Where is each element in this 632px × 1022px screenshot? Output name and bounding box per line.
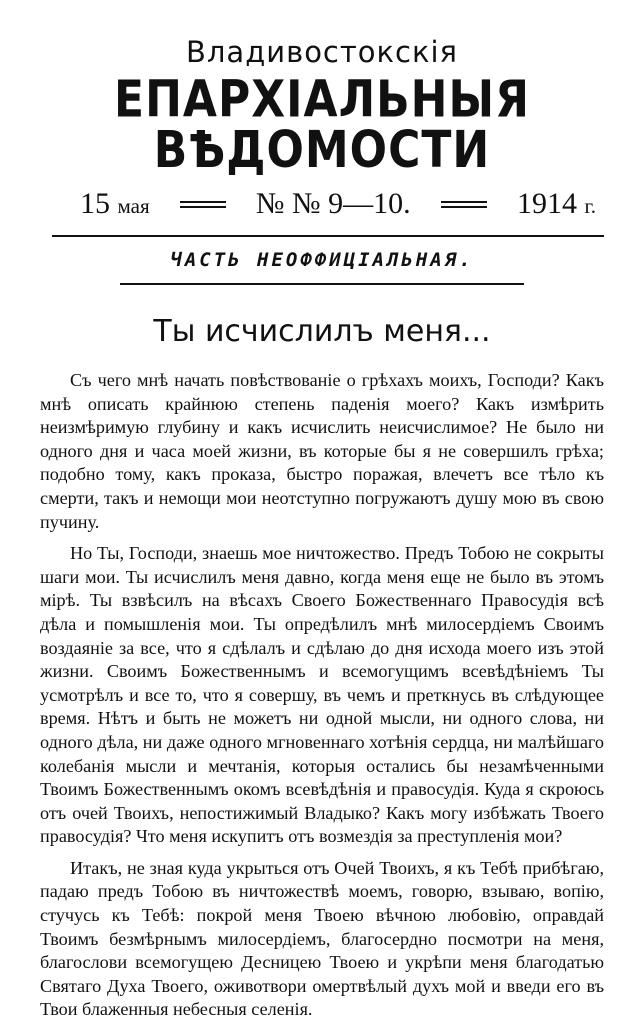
issue-sign: № № [255, 187, 321, 220]
issue-numbers: 9—10. [328, 187, 411, 220]
dateline-date [80, 189, 150, 219]
dateline [80, 189, 596, 219]
masthead-title: ЕПАРХІАЛЬНЫЯ ВѢДОМОСТИ [114, 70, 530, 180]
date-month: мая [117, 194, 150, 218]
masthead-subtitle: Владивостокскія [186, 35, 458, 69]
header-rule [52, 235, 604, 237]
article-paragraph: Итакъ, не зная куда укрыться отъ Очей Твоихъ, я къ Тебѣ прибѣгаю, падаю предъ Тобою въ ничтожествѣ моемъ, говорю, взываю, вопію, стучусь къ Тебѣ: покрой меня Твоею вѣчною любовію, оправдай Твоимъ безмѣрнымъ милосердіемъ, благосердно посмотри на меня, благослови всемогущею Десницею Твоею и укрѣпи меня благодатью Святаго Духа Твоего, оживотвори омертвѣлый духъ мой и введи его въ Твои блаженныя небесныя селенія. [40, 857, 604, 1020]
article-title: Ты исчислилъ меня... [153, 314, 491, 349]
dateline-year [517, 189, 596, 219]
date-day: 15 [80, 187, 110, 220]
year: 1914 [516, 187, 577, 220]
section-rule [120, 283, 524, 285]
year-suffix: г. [584, 194, 596, 218]
article-paragraph: Съ чего мнѣ начать повѣствованіе о грѣхахъ моихъ, Господи? Какъ мнѣ описать крайнюю степень паденія моего? Какъ измѣрить неизмѣримую глубину и какъ исчислить неисчислимое? Не было ни одного дня и часа моей жизни, въ которые бы я не совершилъ грѣха; подобно тому, какъ проказа, быстро поражая, влечетъ все тѣло къ смерти, такъ и немощи мои неотступно погружаютъ душу мою въ свою пучину. [40, 370, 604, 532]
section-heading: ЧАСТЬ НЕОФФИЦІАЛЬНАЯ. [170, 249, 474, 271]
article-body [40, 369, 604, 1022]
double-rule-divider [441, 201, 487, 208]
dateline-issue [256, 189, 411, 219]
double-rule-divider [180, 201, 226, 208]
article-paragraph: Но Ты, Господи, знаешь мое ничтожество. Предъ Тобою не сокрыты шаги мои. Ты исчислилъ меня давно, когда меня еще не было въ этомъ мірѣ. Ты взвѣсилъ на вѣсахъ Своего Божественнаго Правосудія всѣ дѣла и помышленія мои. Ты опредѣлилъ мнѣ милосердіемъ Своимъ воздаяніе за все, что я сдѣлалъ и сдѣлаю до дня исхода моего изъ этой жизни. Своимъ Божественнымъ и всемогущимъ всевѣдѣніемъ Ты усмотрѣлъ и все то, что я совершу, въ чемъ и преткнусь въ слѣдующее время. Нѣтъ и быть не можетъ ни одной мысли, ни одного слова, ни одного дѣла, ни даже одного мгновеннаго хотѣнія сердца, ни малѣйшаго колебанія мысли и мечтанія, которыя остались бы незамѣченными Твоимъ Божественнымъ окомъ всевѣдѣнія и правосудія. Куда я скроюсь отъ очей Твоихъ, непостижимый Владыко? Какъ могу избѣжать Твоего правосудія? Что меня искупитъ отъ возмездія за преступленія мои? [40, 543, 604, 847]
